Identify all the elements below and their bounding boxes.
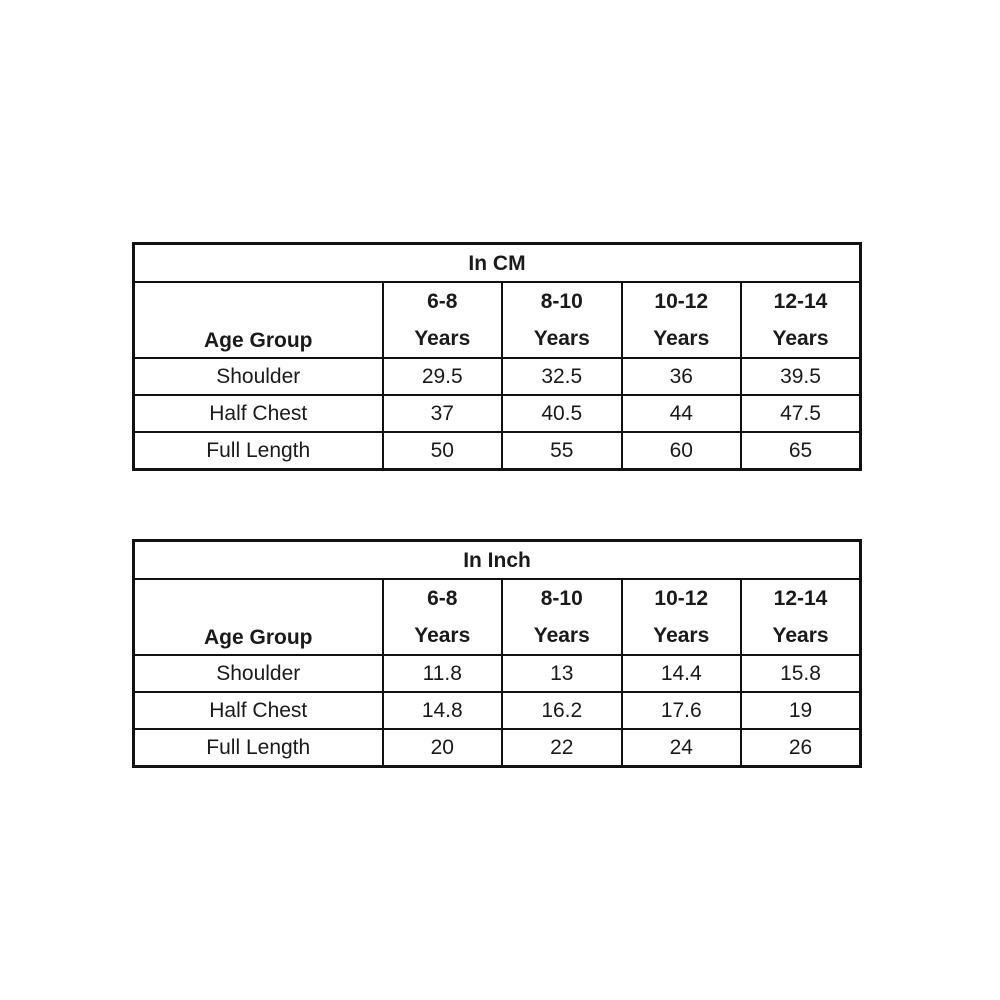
row-label: Full Length	[134, 432, 383, 470]
table-cell: 60	[622, 432, 742, 470]
table-cell: 15.8	[741, 655, 861, 692]
table-cell: 47.5	[741, 395, 861, 432]
column-header: 6-8 Years	[383, 282, 503, 358]
row-label: Half Chest	[134, 692, 383, 729]
table-cell: 24	[622, 729, 742, 767]
table-cell: 37	[383, 395, 503, 432]
column-header: 12-14 Years	[741, 282, 861, 358]
table-cell: 55	[502, 432, 622, 470]
table-cell: 22	[502, 729, 622, 767]
table-title: In CM	[134, 244, 861, 283]
table-row	[134, 692, 861, 729]
column-header: 8-10 Years	[502, 282, 622, 358]
table-cell: 14.4	[622, 655, 742, 692]
table-cell: 29.5	[383, 358, 503, 395]
table-cell: 40.5	[502, 395, 622, 432]
table-title: In Inch	[134, 541, 861, 580]
table-row	[134, 655, 861, 692]
table-row	[134, 358, 861, 395]
table-cell: 11.8	[383, 655, 503, 692]
column-header: 12-14 Years	[741, 579, 861, 655]
column-header: 6-8 Years	[383, 579, 503, 655]
row-label: Shoulder	[134, 655, 383, 692]
row-label: Half Chest	[134, 395, 383, 432]
age-group-header: Age Group	[134, 282, 383, 358]
row-label: Shoulder	[134, 358, 383, 395]
table-cell: 65	[741, 432, 861, 470]
table-cell: 36	[622, 358, 742, 395]
table-cell: 16.2	[502, 692, 622, 729]
column-header: 8-10 Years	[502, 579, 622, 655]
column-header: 10-12 Years	[622, 579, 742, 655]
table-cell: 32.5	[502, 358, 622, 395]
table-cell: 26	[741, 729, 861, 767]
row-label: Full Length	[134, 729, 383, 767]
table-row	[134, 395, 861, 432]
column-header: 10-12 Years	[622, 282, 742, 358]
table-cell: 39.5	[741, 358, 861, 395]
size-chart-inch-table	[132, 539, 862, 768]
table-row	[134, 729, 861, 767]
age-group-header: Age Group	[134, 579, 383, 655]
table-cell: 20	[383, 729, 503, 767]
table-cell: 13	[502, 655, 622, 692]
table-cell: 50	[383, 432, 503, 470]
table-cell: 44	[622, 395, 742, 432]
table-cell: 17.6	[622, 692, 742, 729]
table-row	[134, 432, 861, 470]
table-cell: 19	[741, 692, 861, 729]
table-cell: 14.8	[383, 692, 503, 729]
size-chart-cm-table	[132, 242, 862, 471]
